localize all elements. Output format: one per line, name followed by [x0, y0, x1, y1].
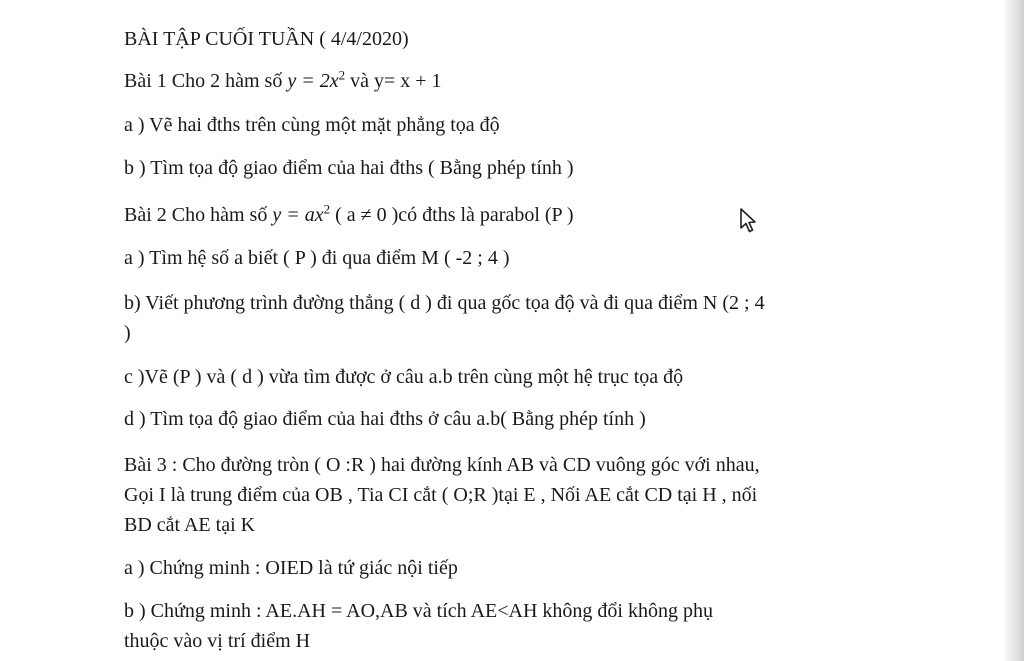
document-title: BÀI TẬP CUỐI TUẦN ( 4/4/2020) [124, 28, 409, 50]
exercise-1-statement [124, 68, 442, 94]
exercise-2-part-d: d ) Tìm tọa độ giao điểm của hai đths ở câu a.b( Bằng phép tính ) [124, 408, 646, 430]
exercise-2-part-c: c )Vẽ (P ) và ( d ) vừa tìm được ở câu a.b trên cùng một hệ trục tọa độ [124, 366, 684, 388]
exercise-2-part-b-line-1: b) Viết phương trình đường thẳng ( d ) đi qua gốc tọa độ và đi qua điểm N (2 ; 4 [124, 292, 765, 314]
exercise-2-statement [124, 202, 574, 228]
exercise-3-line-2: Gọi I là trung điểm của OB , Tia CI cắt ( O;R )tại E , Nối AE cắt CD tại H , nối [124, 484, 758, 506]
exercise-1-prefix: Bài 1 Cho 2 hàm số [124, 70, 288, 92]
function-1-exponent: 2 [338, 67, 346, 83]
exercise-2-suffix: ( a ≠ 0 )có đths là parabol (P ) [330, 204, 574, 226]
exercise-2-part-b-line-2: ) [124, 322, 131, 344]
function-2-formula: và y= x + 1 [345, 70, 442, 92]
scan-edge-shadow [1002, 0, 1024, 661]
exercise-3-part-b-line-1: b ) Chứng minh : AE.AH = AO,AB và tích AE<AH không đổi không phụ [124, 600, 713, 622]
exercise-2-part-a: a ) Tìm hệ số a biết ( P ) đi qua điểm M ( -2 ; 4 ) [124, 247, 510, 269]
exercise-2-prefix: Bài 2 Cho hàm số [124, 204, 273, 226]
mouse-pointer-icon [739, 208, 757, 234]
exercise-3-line-1: Bài 3 : Cho đường tròn ( O :R ) hai đường kính AB và CD vuông góc với nhau, [124, 454, 760, 476]
exercise-1-part-b: b ) Tìm tọa độ giao điểm của hai đths ( Bằng phép tính ) [124, 157, 574, 179]
parabola-exponent: 2 [323, 201, 331, 217]
exercise-3-line-3: BD cắt AE tại K [124, 514, 256, 536]
exercise-1-part-a: a ) Vẽ hai đths trên cùng một mặt phẳng tọa độ [124, 114, 500, 136]
parabola-formula: y = ax [272, 204, 324, 226]
exercise-3-part-b-line-2: thuộc vào vị trí điểm H [124, 630, 311, 652]
exercise-3-part-a: a ) Chứng minh : OIED là tứ giác nội tiếp [124, 557, 458, 579]
function-1-formula: y = 2x [287, 70, 339, 92]
